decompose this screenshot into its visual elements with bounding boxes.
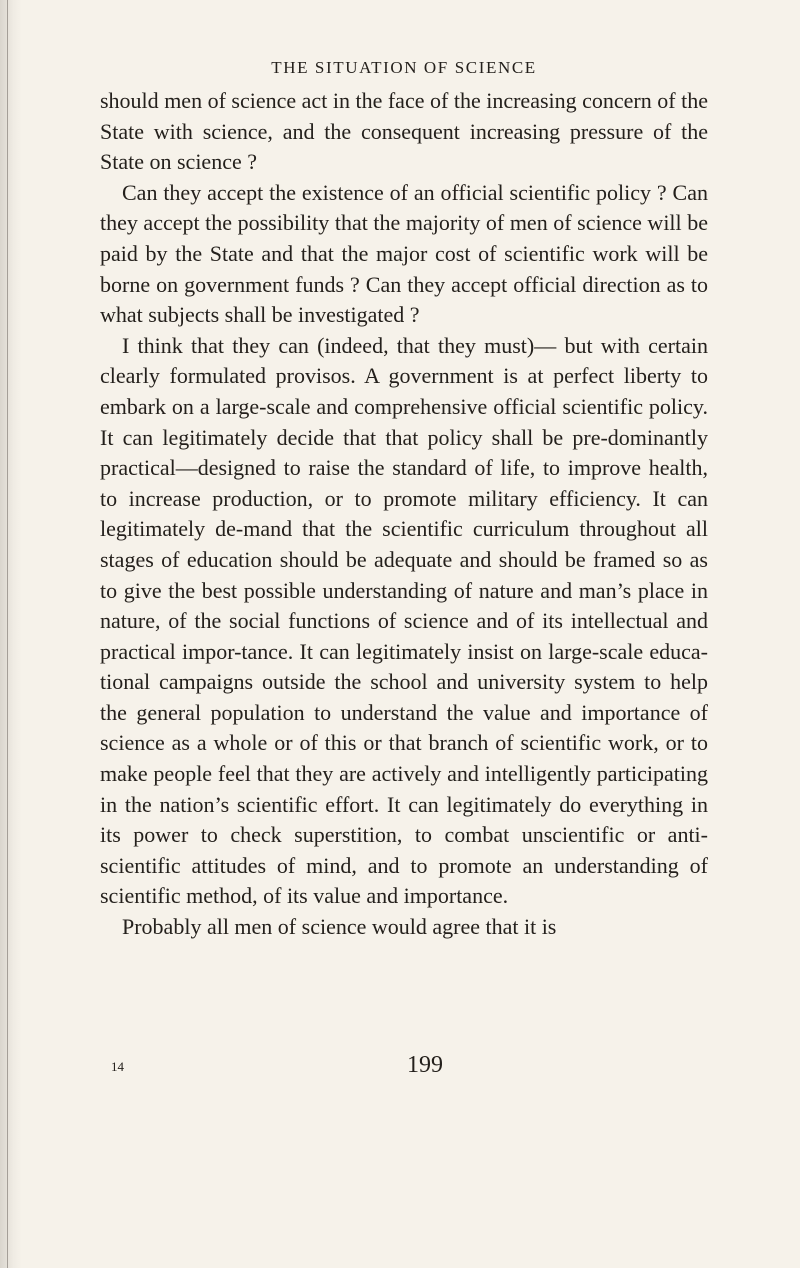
binding-shadow: [0, 0, 22, 1268]
binding-line: [7, 0, 8, 1268]
page-number: 199: [407, 1052, 443, 1078]
paragraph: I think that they can (indeed, that they must)— but with certain clearly formulated provisos. A government is at perfect liberty to embark on a large-scale and comprehensive official scientific policy. It can legitimately decide that that policy shall be pre-dominantly practical—designed to raise the standard of life, to improve health, to increase production, or to promote military efficiency. It can legitimately de-mand that the scientific curriculum throughout all stages of education should be adequate and should be framed so as to give the best possible understanding of nature and man’s place in nature, of the social functions of science and of its intellectual and practical impor-tance. It can legitimately insist on large-scale educa-tional campaigns outside the school and university system to help the general population to understand the value and importance of science as a whole or of this or that branch of scientific work, or to make people feel that they are actively and intelligently participating in the nation’s scientific effort. It can legitimately do everything in its power to check superstition, to combat unscientific or anti-scientific attitudes of mind, and to promote an understanding of scientific method, of its value and importance.: [100, 332, 708, 909]
running-head: THE SITUATION OF SCIENCE: [271, 58, 537, 77]
signature-mark: 14: [111, 1059, 124, 1074]
paragraph: should men of science act in the face of the increasing concern of the State with science, and the consequent increasing pressure of the State on science ?: [100, 88, 708, 175]
paragraph: Can they accept the existence of an official scientific policy ? Can they accept the possibility that the majority of men of science will be paid by the State and that the major cost of scientific work will be borne on government funds ? Can they accept official direction as to what subjects shall be investigated ?: [100, 179, 708, 328]
body-text: [100, 86, 708, 943]
paragraph: Probably all men of science would agree that it is: [122, 914, 557, 940]
